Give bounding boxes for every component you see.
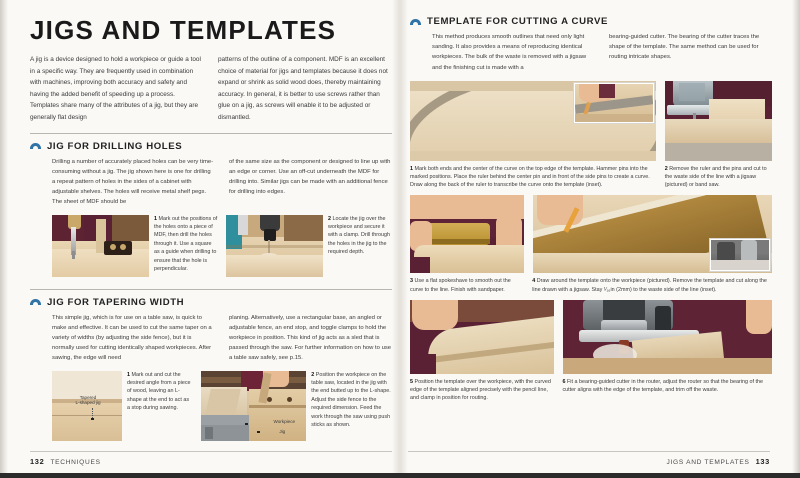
divider [30,289,392,290]
template-column-2: bearing-guided cutter. The bearing of the cutter traces the shape of the template. The same method can be used for routing intricate shapes. [609,34,760,61]
figure-template-2 [665,81,772,161]
photo-tapered-jig [52,371,122,441]
figure-drilling-1 [52,215,218,277]
photo-hand-drill [226,215,323,277]
caption-tapering-1 [127,371,193,441]
caption-template-4 [532,277,772,293]
caption-template-1 [410,165,657,190]
caption-drilling-2 [328,215,392,277]
page-title: JIGS AND TEMPLATES [30,15,337,45]
section-title-template: TEMPLATE FOR CUTTING A CURVE [427,16,608,27]
page-number-right: 133 [755,457,770,466]
step-text: Mark out the positions of the holes onto a piece of MDF, then drill the holes through it. Use a square as a guide when drilling to ensure that the hole is perpendicular. [154,215,218,273]
step-text: Use a flat spokeshave to smooth out the curve to the line. Finish with sandpaper. [410,278,511,293]
photo-spokeshave [410,195,524,273]
figure-template-3 [410,195,524,273]
figure-drilling-2 [226,215,392,277]
tapering-column-2: planing. Alternatively, use a rectangular base, an angled or adjustable fence, an end stop, and toggle clamps to hold the workpiece in position. This kind of jig acts as a sled that is passed through the saw. For further information on how to use a table saw safely, see p.15. [229,314,392,362]
bottom-bar [0,473,800,478]
intro-text [30,54,392,124]
photo-clamp-template [410,300,554,374]
footer-left-label: TECHNIQUES [50,459,101,466]
footer-rule [30,451,770,452]
template-figures-row-1 [410,81,772,161]
step-number: 2 [311,371,315,378]
template-column-1: This method produces smooth outlines that need only light sanding. It also provides a means of reproducing identical workpieces. The bulk of the waste is removed with a jigsaw and the finishing cut is made with a [432,34,587,71]
figure-template-6 [563,300,772,374]
drilling-column-1: Drilling a number of accurately placed holes can be very time-consuming without a jig. The jig shown here is one for drilling a repeat pattern of holes in the sides of a cabinet with adjustable shelves. The holes will receive metal shelf pegs. The sheet of MDF should be [52,158,214,206]
figure-tapering-2 [201,371,392,441]
caption-template-5 [410,378,554,403]
step-number: 1 [154,215,157,222]
photo-drill-press [52,215,149,277]
step-text: Mark out and cut the desired angle from a piece of wood, leaving an L-shape at the end to act as a stop during sawing. [127,371,191,412]
section-header-tapering [30,297,392,308]
section-header-drilling [30,141,392,152]
callout-label-tapered-jig: Tapered L-shaped jig [75,394,101,406]
inset-drawing-curve [574,83,654,123]
step-text: Draw around the template onto the workpiece (pictured). Remove the template and cut along the line drawn with a jigsaw. Stay ¹⁄₁₆in (2mm) to the waste side of the line (inset). [532,278,767,293]
template-captions-row-1 [410,165,772,190]
tapering-column-1: This simple jig, which is for use on a table saw, is quick to make and effective. It can be used to cut the same taper on a variety of widths (by adjusting the side fence), but it is normally used for cutting identically shaped workpieces. After sawing, the edge will need [52,314,212,362]
figure-template-1 [410,81,656,161]
drilling-column-2: of the same size as the component or designed to line up with an edge or corner. Use an off-cut underneath the MDF for drilling into. Similar jigs can be made with an additional fence for drilling into edges. [229,158,391,196]
left-page [30,0,392,441]
template-captions-row-3 [410,378,772,403]
step-number: 5 [410,378,413,385]
section-title-tapering: JIG FOR TAPERING WIDTH [47,296,185,308]
step-number: 4 [532,278,536,285]
caption-template-3 [410,277,524,293]
callout-label-workpiece: Workpiece [273,418,296,424]
inset-jigsaw-cut [710,239,770,271]
section-body-template [410,32,772,73]
photo-bearing-router [563,300,772,374]
page-gutter [392,0,408,478]
intro-column-2: patterns of the outline of a component. MDF is an excellent choice of material for jigs and templates because it does not expand or shrink as solid wood does, thereby maintaining accuracy. In general, it is better to use screws rather than glue on a jig, as screws will enable it to be adjusted or dismantled. [218,56,388,121]
intro-column-1: A jig is a device designed to hold a workpiece or guide a tool in a specific way. They are frequently used in combination with machines, improving both accuracy and safety and having the added benefit of speeding up a process. Templates share many of the attributes of a jig, but they are generally flat design [30,56,201,121]
caption-template-2 [665,165,772,190]
right-page [410,0,772,402]
caption-template-6 [562,378,772,403]
photo-jigsaw-cut [665,81,772,161]
callout-label-jig: Jig [279,428,286,434]
template-captions-row-2 [410,277,772,293]
tapering-figures [30,371,392,441]
step-text: Fit a bearing-guided cutter in the router, adjust the router so that the bearing of the cutter aligns with the edge of the template, and trim off the waste. [562,378,763,394]
template-figures-row-2 [410,195,772,273]
step-text: Remove the ruler and the pins and cut to the waste side of the line with a jigsaw (pictured) or band saw. [664,165,767,189]
page-number-left: 132 [30,457,45,466]
page-footer [0,451,800,473]
footer-left [30,457,101,466]
figure-template-4 [533,195,772,273]
arch-icon [30,299,41,305]
template-figures-row-3 [410,300,772,374]
step-text: Position the template over the workpiece, with the curved edge of the template aligned precisely with the pencil line, and clamp in position for routing. [410,378,551,402]
footer-right [666,457,770,466]
figure-template-5 [410,300,554,374]
photo-table-saw [201,371,306,441]
footer-right-label: JIGS AND TEMPLATES [666,459,750,466]
section-title-drilling: JIG FOR DRILLING HOLES [47,140,183,152]
step-number: 2 [664,165,668,172]
step-text: Mark both ends and the center of the curve on the top edge of the template. Hammer pins into the marked positions. Place the ruler behind the center pin and in front of the side pins to create a curve. Draw along the back of the ruler to transcribe the curve onto the template (inset). [410,165,650,189]
figure-tapering-1 [52,371,193,441]
arch-icon [410,19,421,25]
arch-icon [30,143,41,149]
divider [30,133,392,134]
step-number: 1 [127,371,130,378]
step-number: 1 [410,165,413,172]
caption-drilling-1 [154,215,218,277]
step-number: 2 [328,215,331,222]
step-number: 3 [410,278,413,285]
photo-draw-around-template [533,195,772,273]
step-text: Position the workpiece on the table saw, located in the jig with the end butted up to the L-shape. Adjust the side fence to the required dimension. Feed the work through the saw using push sticks as shown. [311,371,391,429]
step-text: Locate the jig over the workpiece and secure it with a clamp. Drill through the holes in the jig to the required depth. [328,215,391,256]
step-number: 6 [562,378,566,385]
section-header-template [410,16,772,27]
section-body-drilling [30,157,392,208]
section-body-tapering [30,313,392,364]
photo-ruler-curve [410,81,656,161]
caption-tapering-2 [311,371,392,441]
drilling-figures [30,215,392,277]
